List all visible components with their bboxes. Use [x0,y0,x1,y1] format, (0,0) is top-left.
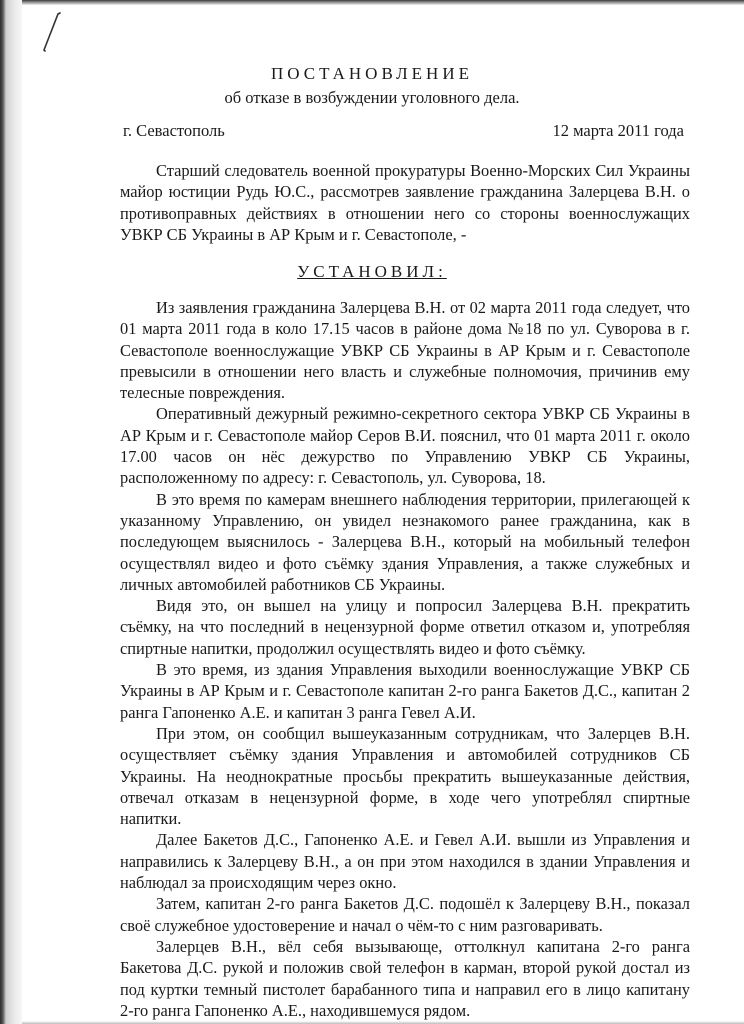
findings-block [120,297,690,1021]
intro-block [120,160,690,245]
paragraph: Оперативный дежурный режимно-секретного сектора УВКР СБ Украины в АР Крым и г. Севастополе майор Серов В.И. пояснил, что 01 марта 2011 г. около 17.00 часов он нёс дежурство по Управлению УВКР СБ Украины, расположенному по адресу: г. Севастополь, ул. Суворова, 18. [120,404,690,488]
document-subtitle: об отказе в возбуждении уголовного дела. [224,88,520,107]
paragraph: В это время, из здания Управления выходили военнослужащие УВКР СБ Украины в АР Крым и г. Севастополе капитан 2-го ранга Бакетов Д.С., капитан 2 ранга Гапоненко А.Е. и капитан 3 ранга Гевел А.И. [120,660,690,722]
paragraph: Из заявления гражданина Залерцева В.Н. от 02 марта 2011 года следует, что 01 марта 2011 года в коло 17.15 часов в районе дома №18 по ул. Суворова в г. Севастополе военнослужащие УВКР СБ Украины в АР Крым и г. Севастополе превысили в отношении него власть и служебные полномочия, причинив ему телесные повреждения. [120,298,690,403]
intro-paragraph: Старший следователь военной прокуратуры Военно-Морских Сил Украины майор юстиции Рудь Ю.С., рассмотрев заявление гражданина Залерцева В.Н. о противоправных действиях в отношении него со стороны военнослужащих УВКР СБ Украины в АР Крым и г. Севастополе, - [120,161,690,244]
paragraph: Далее Бакетов Д.С., Гапоненко А.Е. и Гевел А.И. вышли из Управления и направились к Залерцеву В.Н., а он при этом находился в здании Управления и наблюдал за происходящим через окно. [120,830,690,893]
paragraph: При этом, он сообщил вышеуказанным сотрудникам, что Залерцев В.Н. осуществляет съёмку здания Управления и автомобилей сотрудников СБ Украины. На неоднократные просьбы прекратить вышеуказанные действия, отвечал отказам в нецензурной форме, в ходе чего употреблял спиртные напитки. [120,723,690,829]
paragraph: Затем, капитан 2-го ранга Бакетов Д.С. подошёл к Залерцеву В.Н., показал своё служебное удостоверение и начал о чём-то с ним разговаривать. [120,894,690,935]
document-date: 12 марта 2011 года [552,121,684,140]
paragraph: Видя это, он вышел на улицу и попросил Залерцева В.Н. прекратить съёмку, на что последний в нецензурной форме ответил отказом и, употребляя спиртные напитки, продолжил осуществлять видео и фото съёмку. [120,596,690,658]
paragraph: Залерцев В.Н., вёл себя вызывающе, оттолкнул капитана 2-го ранга Бакетова Д.С. рукой и положив свой телефон в карман, второй рукой достал из под куртки темный пистолет барабанного типа и направил его в лицо капитану 2-го ранга Гапоненко А.Е., находившемуся рядом. [120,936,690,1020]
paragraph: В это время по камерам внешнего наблюдения территории, прилегающей к указанному Управлению, он увидел незнакомого ранее гражданина, как в последующем выяснилось - Залерцева В.Н., который на мобильный телефон осуществлял видео и фото съёмку здания Управления, а также служебных и личных автомобилей работников СБ Украины. [120,489,690,594]
document-title: ПОСТАНОВЛЕНИЕ [270,64,473,83]
document-place: г. Севастополь [123,121,225,140]
section-heading: УСТАНОВИЛ: [297,262,447,281]
